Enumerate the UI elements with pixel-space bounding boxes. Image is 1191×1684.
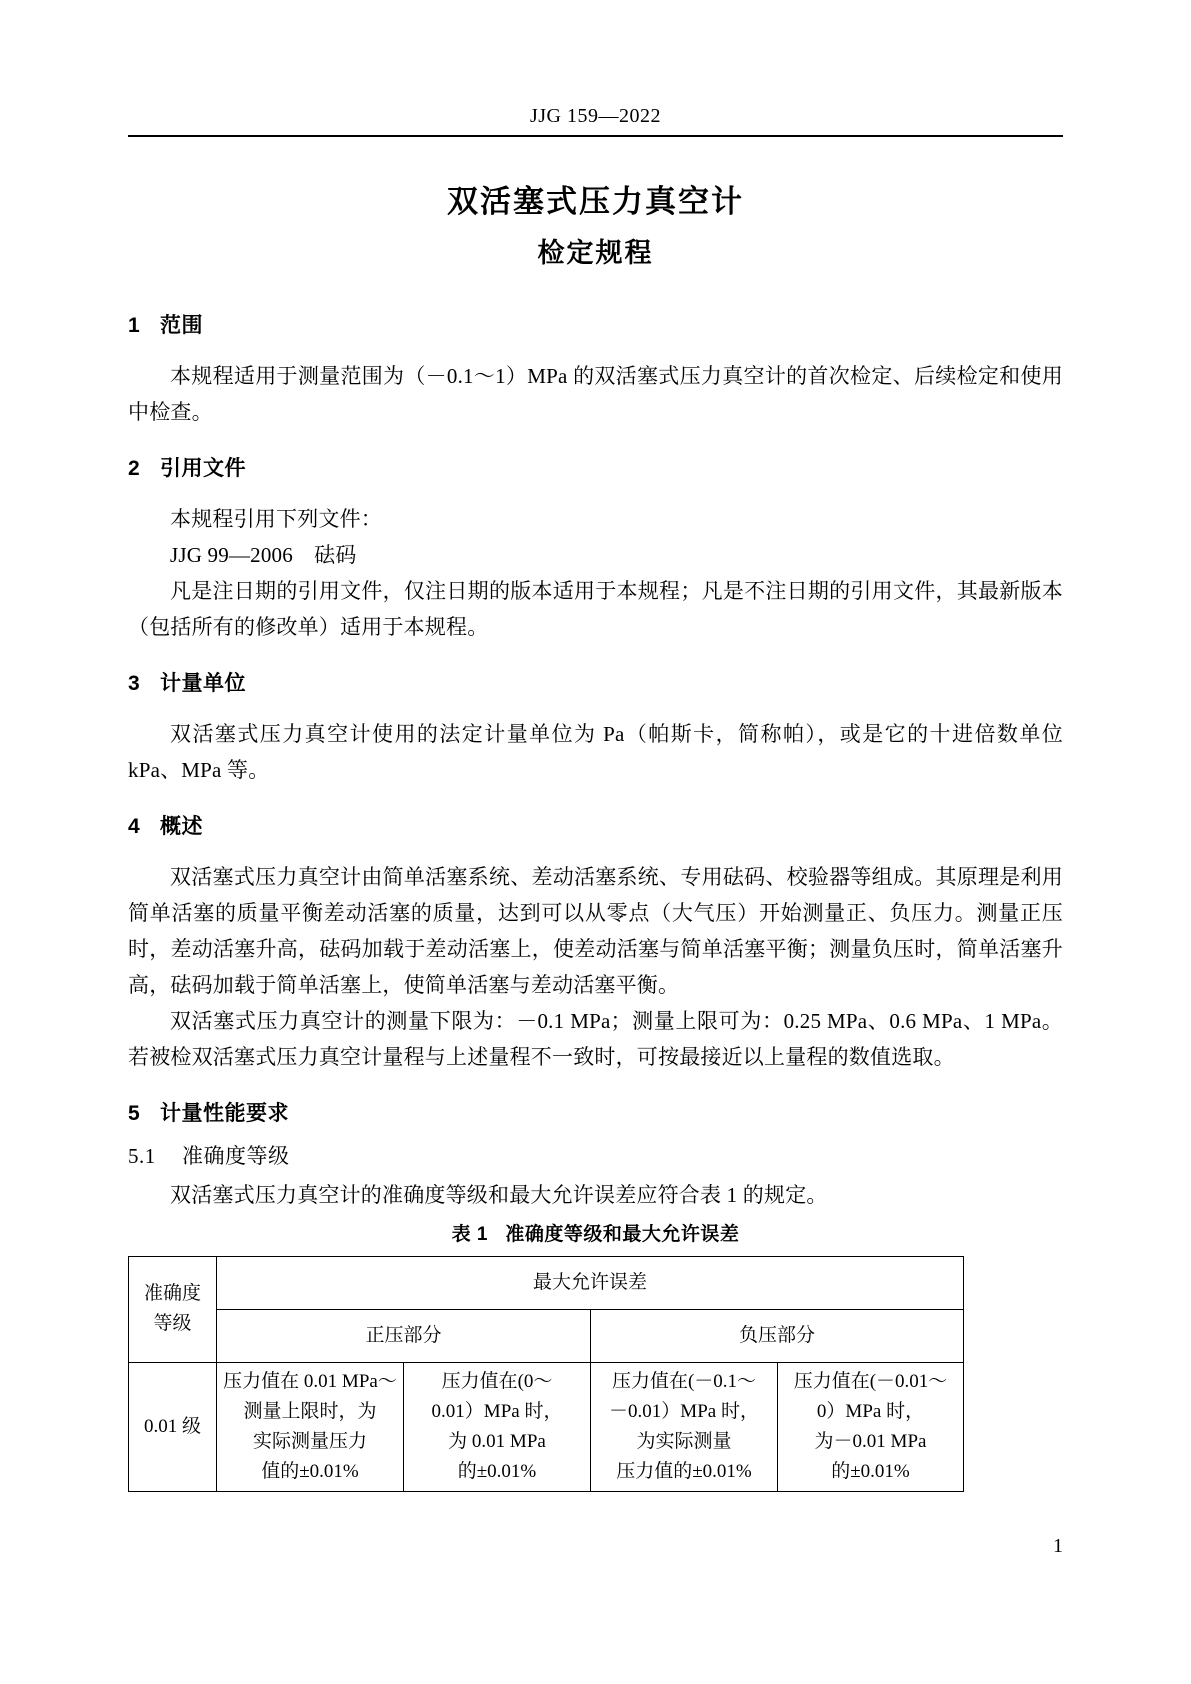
table-cell-negative-upper bbox=[778, 1362, 964, 1491]
table-cell-line: 压力值在(－0.1～ bbox=[611, 1370, 757, 1392]
table-cell-line: 实际测量压力 bbox=[252, 1430, 367, 1452]
section-title-1: 范围 bbox=[160, 314, 203, 337]
table-header-accuracy-class bbox=[129, 1256, 217, 1362]
section-title-5: 计量性能要求 bbox=[160, 1102, 289, 1125]
table-1-caption bbox=[128, 1225, 1063, 1246]
section-heading-4 bbox=[128, 816, 1063, 837]
section-heading-5 bbox=[128, 1103, 1063, 1124]
table-row-sub-header bbox=[129, 1309, 964, 1362]
subsection-number-5-1: 5.1 bbox=[128, 1144, 156, 1168]
table-1-caption-title: 准确度等级和最大允许误差 bbox=[505, 1224, 740, 1245]
section-title-2: 引用文件 bbox=[160, 457, 246, 480]
section-1-paragraph-1: 本规程适用于测量范围为（－0.1～1）MPa 的双活塞式压力真空计的首次检定、后续检定和使用中检查。 bbox=[128, 364, 1063, 424]
section-2-paragraph-1: 本规程引用下列文件： bbox=[170, 507, 382, 531]
table-cell-line: 值的±0.01% bbox=[261, 1460, 359, 1482]
header-divider-rule bbox=[128, 135, 1063, 137]
running-header bbox=[128, 104, 1063, 128]
section-heading-1 bbox=[128, 315, 1063, 336]
table-cell-grade: 0.01 级 bbox=[129, 1362, 217, 1491]
table-cell-line: 压力值在(－0.01～ bbox=[793, 1370, 948, 1392]
table-cell-line: 压力值在 0.01 MPa～ bbox=[223, 1370, 397, 1392]
section-title-4: 概述 bbox=[160, 815, 203, 838]
section-2-paragraph-2: 凡是注日期的引用文件，仅注日期的版本适用于本规程；凡是不注日期的引用文件，其最新版本（包括所有的修改单）适用于本规程。 bbox=[128, 579, 1063, 639]
section-2-reference-doc: JJG 99—2006 砝码 bbox=[170, 543, 357, 567]
table-cell-positive-upper bbox=[217, 1362, 404, 1491]
table-cell-line: 为－0.01 MPa bbox=[814, 1430, 927, 1452]
section-heading-3 bbox=[128, 673, 1063, 694]
section-4-paragraph-2: 双活塞式压力真空计的测量下限为：－0.1 MPa；测量上限可为：0.25 MPa、0.6 MPa、1 MPa。若被检双活塞式压力真空计量程与上述量程不一致时，可按最接近以上量程的数值选取。 bbox=[128, 1009, 1063, 1069]
table-cell-line: －0.01）MPa 时， bbox=[609, 1400, 759, 1422]
table-cell-line: 为 0.01 MPa bbox=[448, 1430, 546, 1452]
section-3-paragraph-1: 双活塞式压力真空计使用的法定计量单位为 Pa（帕斯卡，简称帕），或是它的十进倍数单位 kPa、MPa 等。 bbox=[128, 722, 1063, 782]
subsection-title-5-1: 准确度等级 bbox=[182, 1144, 290, 1168]
page-number: 1 bbox=[1053, 1535, 1063, 1557]
subsection-heading-5-1 bbox=[128, 1146, 1063, 1167]
table-cell-positive-lower bbox=[404, 1362, 591, 1491]
page-subtitle: 检定规程 bbox=[537, 238, 654, 268]
section-4-paragraph-1: 双活塞式压力真空计由简单活塞系统、差动活塞系统、专用砝码、校验器等组成。其原理是利用简单活塞的质量平衡差动活塞的质量，达到可以从零点（大气压）开始测量正、负压力。测量正压时，差动活塞升高，砝码加载于差动活塞上，使差动活塞与简单活塞平衡；测量负压时，简单活塞升高，砝码加载于简单活塞上，使简单活塞与差动活塞平衡。 bbox=[128, 865, 1063, 997]
section-number-1: 1 bbox=[128, 314, 141, 337]
table-cell-line: 测量上限时，为 bbox=[243, 1400, 377, 1422]
table-header-negative-pressure: 负压部分 bbox=[591, 1309, 964, 1362]
subsection-5-1-paragraph-1: 双活塞式压力真空计的准确度等级和最大允许误差应符合表 1 的规定。 bbox=[170, 1183, 828, 1207]
table-cell-line: 的±0.01% bbox=[457, 1460, 537, 1482]
running-header-text: JJG 159—2022 bbox=[529, 105, 661, 127]
table-header-accuracy-class-line2: 等级 bbox=[153, 1313, 192, 1335]
table-1-accuracy-grades bbox=[128, 1256, 964, 1492]
document-content bbox=[128, 168, 1063, 1492]
table-header-positive-pressure: 正压部分 bbox=[217, 1309, 591, 1362]
section-title-3: 计量单位 bbox=[160, 672, 246, 695]
table-cell-line: 的±0.01% bbox=[831, 1460, 910, 1482]
table-row bbox=[129, 1362, 964, 1491]
table-cell-line: 0）MPa 时， bbox=[816, 1400, 925, 1422]
table-cell-line: 压力值在(0～ bbox=[441, 1370, 553, 1392]
section-number-3: 3 bbox=[128, 672, 141, 695]
table-cell-negative-lower bbox=[591, 1362, 778, 1491]
table-cell-line: 压力值的±0.01% bbox=[616, 1460, 752, 1482]
table-1-caption-label: 表 1 bbox=[451, 1224, 488, 1245]
section-number-2: 2 bbox=[128, 457, 141, 480]
table-header-max-permissible-error: 最大允许误差 bbox=[217, 1256, 964, 1309]
table-header-accuracy-class-line1: 准确度 bbox=[143, 1283, 201, 1305]
section-number-5: 5 bbox=[128, 1102, 141, 1125]
section-heading-2 bbox=[128, 458, 1063, 479]
page-title: 双活塞式压力真空计 bbox=[447, 184, 744, 219]
table-cell-line: 0.01）MPa 时， bbox=[431, 1400, 563, 1422]
section-number-4: 4 bbox=[128, 815, 141, 838]
table-row-group-header bbox=[129, 1256, 964, 1309]
table-cell-line: 为实际测量 bbox=[636, 1430, 732, 1452]
